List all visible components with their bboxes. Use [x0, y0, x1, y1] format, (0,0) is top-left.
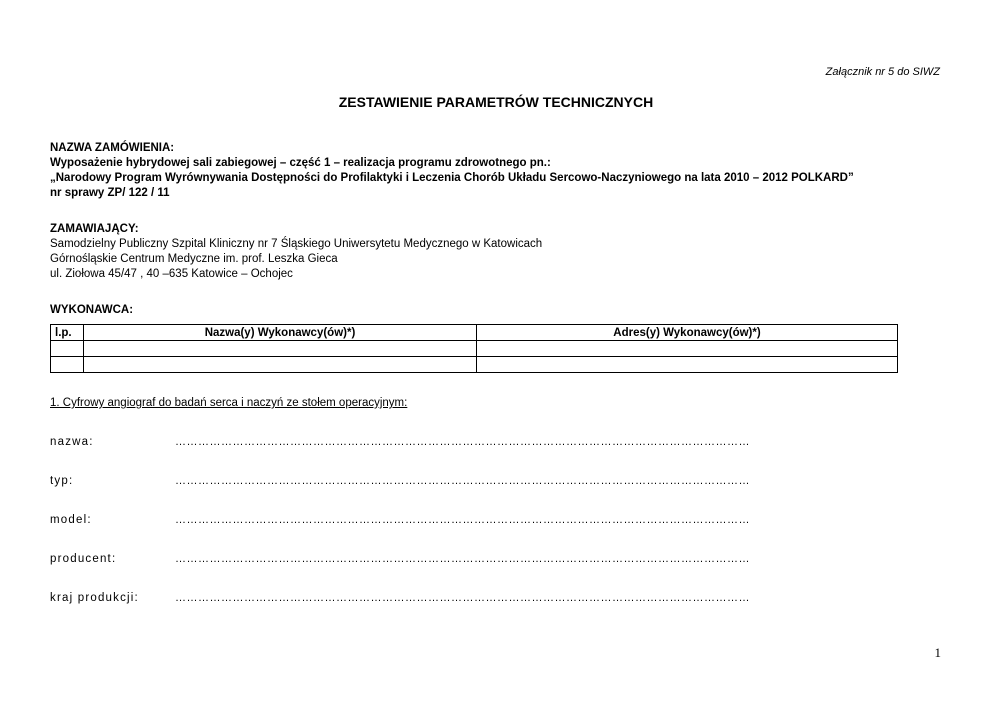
order-section	[50, 141, 854, 201]
client-address: ul. Ziołowa 45/47 , 40 –635 Katowice – Ochojec	[50, 268, 293, 280]
column-header-lp: l.p.	[51, 325, 84, 341]
table-cell[interactable]	[51, 341, 84, 357]
order-line-2: „Narodowy Program Wyrównywania Dostępności do Profilaktyki i Leczenia Chorób Układu Sercowo-Naczyniowego na lata 2010 – 2012 POLKARD”	[50, 172, 854, 184]
field-fill-line[interactable]: ……………………………………………………………………………………………………………………………………	[175, 592, 750, 604]
section-1-title: 1. Cyfrowy angiograf do badań serca i naczyń ze stołem operacyjnym:	[50, 397, 408, 409]
column-header-address: Adres(y) Wykonawcy(ów)*)	[477, 325, 898, 341]
order-line-1: Wyposażenie hybrydowej sali zabiegowej – część 1 – realizacja programu zdrowotnego pn.:	[50, 157, 551, 169]
annex-label: Załącznik nr 5 do SIWZ	[825, 66, 940, 78]
field-fill-line[interactable]: ……………………………………………………………………………………………………………………………………	[175, 475, 750, 487]
field-fill-line[interactable]: ……………………………………………………………………………………………………………………………………	[175, 514, 750, 526]
table-row	[51, 357, 898, 373]
page-number: 1	[934, 645, 941, 660]
field-label-model: model:	[50, 514, 92, 526]
order-case-number: nr sprawy ZP/ 122 / 11	[50, 187, 170, 199]
contractor-heading: WYKONAWCA:	[50, 304, 134, 316]
column-header-name: Nazwa(y) Wykonawcy(ów)*)	[84, 325, 477, 341]
client-heading: ZAMAWIAJĄCY:	[50, 223, 139, 235]
client-section	[50, 222, 542, 282]
order-heading: NAZWA ZAMÓWIENIA:	[50, 142, 175, 154]
field-label-name: nazwa:	[50, 436, 94, 448]
table-cell[interactable]	[477, 341, 898, 357]
table-cell[interactable]	[84, 357, 477, 373]
document-title: ZESTAWIENIE PARAMETRÓW TECHNICZNYCH	[338, 94, 654, 110]
table-row	[51, 341, 898, 357]
field-label-producer: producent:	[50, 553, 117, 565]
client-line-1: Samodzielny Publiczny Szpital Kliniczny nr 7 Śląskiego Uniwersytetu Medycznego w Katowicach	[50, 238, 543, 250]
field-fill-line[interactable]: ……………………………………………………………………………………………………………………………………	[175, 436, 750, 448]
table-cell[interactable]	[477, 357, 898, 373]
table-cell[interactable]	[84, 341, 477, 357]
field-fill-line[interactable]: ……………………………………………………………………………………………………………………………………	[175, 553, 750, 565]
field-label-country: kraj produkcji:	[50, 592, 139, 604]
client-line-2: Górnośląskie Centrum Medyczne im. prof. Leszka Gieca	[50, 253, 338, 265]
table-cell[interactable]	[51, 357, 84, 373]
table-header-row	[51, 325, 898, 341]
field-label-type: typ:	[50, 475, 74, 487]
contractor-table	[50, 324, 898, 373]
